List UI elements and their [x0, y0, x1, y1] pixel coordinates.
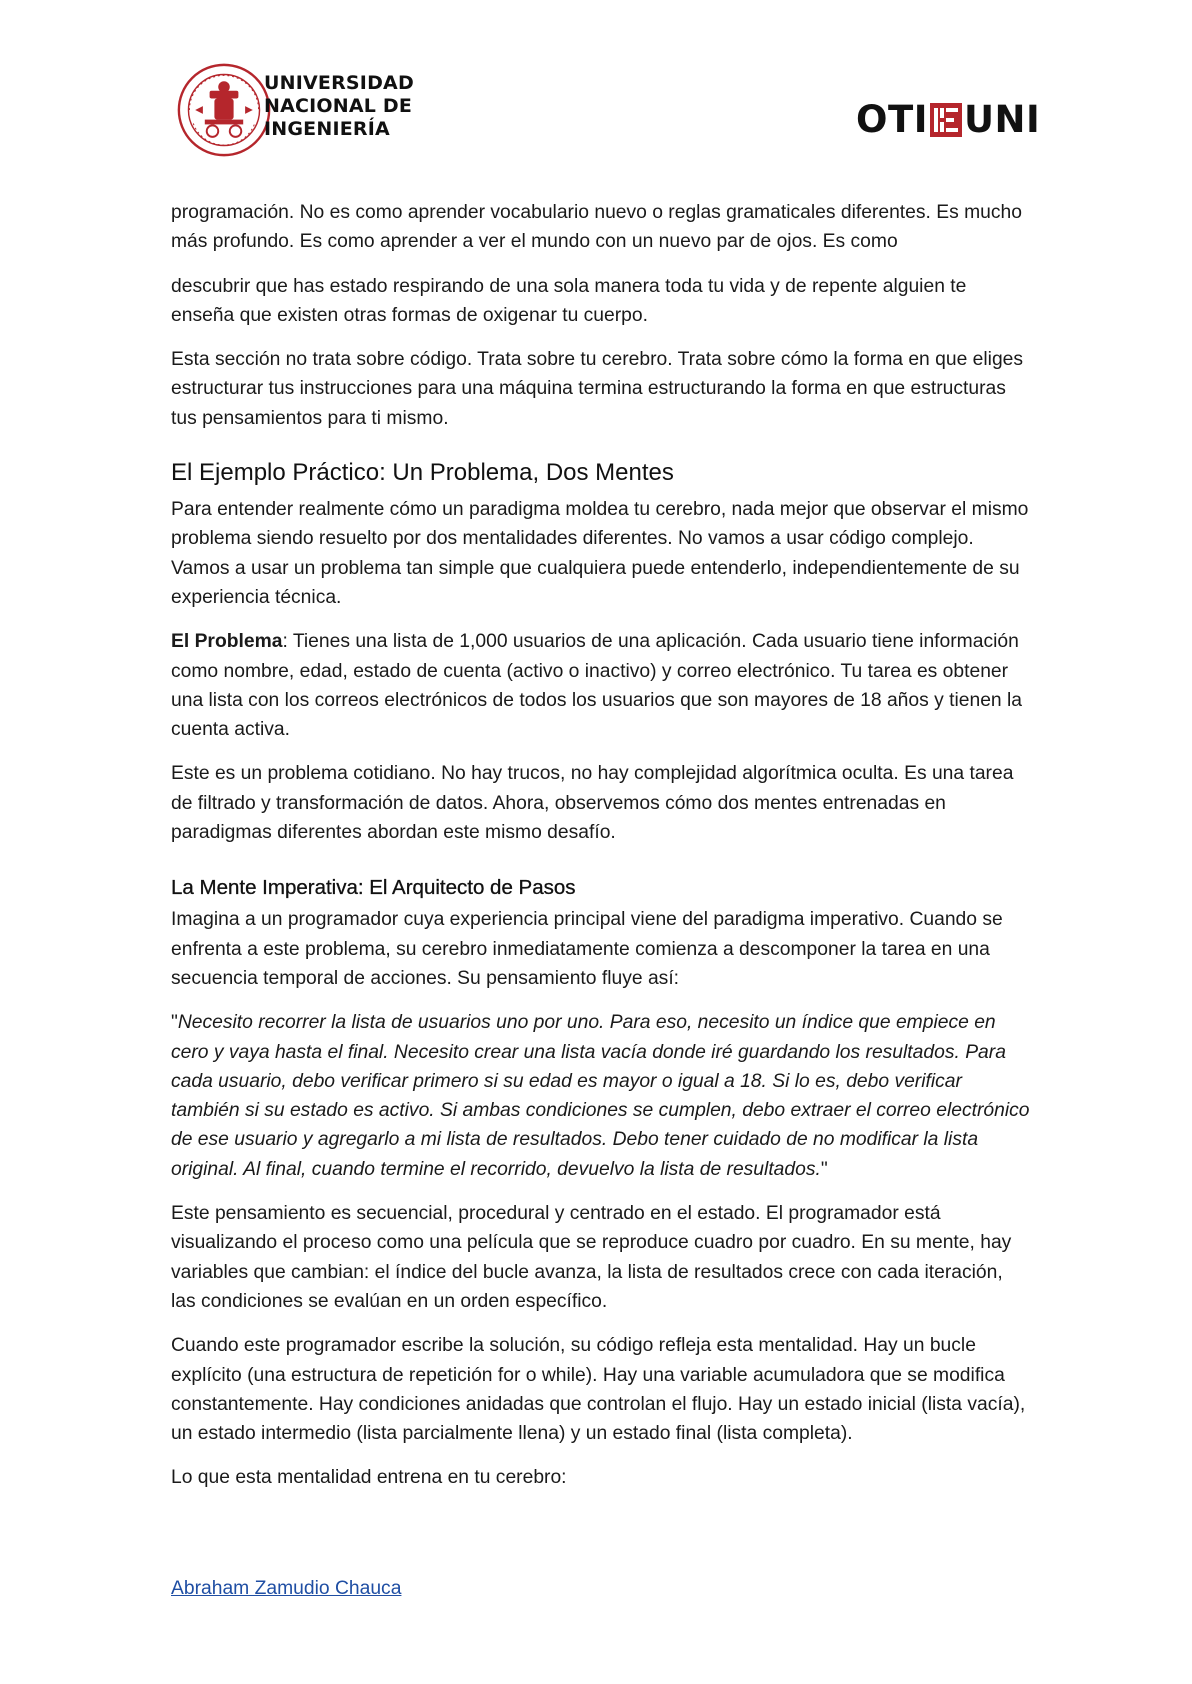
paragraph-7: Imagina a un programador cuya experiencia principal viene del paradigma imperativo. Cuando se enfrenta a este problema, su cerebro inmediatamente comienza a descomponer la tarea en una secuencia temporal de acciones. Su pensamiento fluye así:: [171, 909, 1003, 989]
paragraph-2: descubrir que has estado respirando de una sola manera toda tu vida y de repente alguien te enseña que existen otras formas de oxigenar tu cuerpo.: [171, 275, 967, 326]
problem-label: El Problema: [171, 631, 283, 653]
paragraph-4: Para entender realmente cómo un paradigma moldea tu cerebro, nada mejor que observar el mismo problema siendo resuelto por dos mentalidades diferentes. No vamos a usar código complejo. Vamos a usar un problema tan simple que cualquiera puede entenderlo, independientemente de su experiencia técnica.: [171, 499, 1029, 608]
quote-open-mark: ": [171, 1012, 178, 1034]
oti-logo-text-right: UNI: [963, 98, 1041, 141]
paragraph-8: Este pensamiento es secuencial, procedural y centrado en el estado. El programador está visualizando el proceso como una película que se reproduce cuadro por cuadro. En su mente, hay variables que cambian: el índice del bucle avanza, la lista de resultados crece con cada iteración, las condiciones se evalúan en un orden específico.: [171, 1203, 1012, 1312]
quote-text: Necesito recorrer la lista de usuarios uno por uno. Para eso, necesito un índice que empiece en cero y vaya hasta el final. Necesito crear una lista vacía donde iré guardando los resultados. Para cada usuario, debo verificar primero si su edad es mayor o igual a 18. Si lo es, debo verificar también si su estado es activo. Si ambas condiciones se cumplen, debo extraer el correo electrónico de ese usuario y agregarlo a mi lista de resultados. Debo tener cuidado de no modificar la lista original. Al final, cuando termine el recorrido, devuelvo la lista de resultados.: [171, 1012, 1030, 1180]
subsection-heading: La Mente Imperativa: El Arquitecto de Pasos: [171, 876, 576, 900]
university-seal-icon: [176, 62, 272, 158]
university-name-line-2: NACIONAL DE: [264, 95, 413, 117]
document-body: [171, 198, 1031, 1493]
paragraph-1: programación. No es como aprender vocabulario nuevo o reglas gramaticales diferentes. Es mucho más profundo. Es como aprender a ver el mundo con un nuevo par de ojos. Es como: [171, 202, 1022, 253]
paragraph-6: Este es un problema cotidiano. No hay trucos, no hay complejidad algorítmica oculta. Es una tarea de filtrado y transformación de datos. Ahora, observemos cómo dos mentes entrenadas en paradigmas diferentes abordan este mismo desafío.: [171, 763, 1014, 844]
university-name-line-3: INGENIERÍA: [264, 118, 390, 140]
university-name: [264, 72, 414, 141]
quote-close-mark: ": [820, 1158, 828, 1180]
paragraph-3: Esta sección no trata sobre código. Trata sobre tu cerebro. Trata sobre cómo la forma en que eliges estructurar tus instrucciones para una máquina termina estructurando la forma en que estructuras tus pensamientos para ti mismo.: [171, 349, 1024, 429]
paragraph-10: Lo que esta mentalidad entrena en tu cerebro:: [171, 1467, 567, 1489]
oti-uni-logo: [856, 100, 1040, 140]
author-link[interactable]: Abraham Zamudio Chauca: [171, 1578, 402, 1599]
paragraph-9: Cuando este programador escribe la solución, su código refleja esta mentalidad. Hay un bucle explícito (una estructura de repetición for o while). Hay una variable acumuladora que se modifica constantemente. Hay condiciones anidadas que controlan el flujo. Hay un estado inicial (lista vacía), un estado intermedio (lista parcialmente llena) y un estado final (lista completa).: [171, 1335, 1026, 1445]
section-heading: El Ejemplo Práctico: Un Problema, Dos Mentes: [171, 459, 674, 487]
oti-logo-text-left: OTI: [856, 98, 928, 141]
imperative-quote: [171, 1008, 1031, 1184]
paragraph-5: [171, 627, 1031, 744]
university-name-line-1: UNIVERSIDAD: [264, 72, 414, 94]
oti-logo-mark-icon: [930, 103, 962, 137]
problem-text: : Tienes una lista de 1,000 usuarios de una aplicación. Cada usuario tiene información como nombre, edad, estado de cuenta (activo o inactivo) y correo electrónico. Tu tarea es obtener una lista con los correos electrónicos de todos los usuarios que son mayores de 18 años y tienen la cuenta activa.: [171, 631, 1023, 741]
page-header: [0, 0, 1192, 175]
